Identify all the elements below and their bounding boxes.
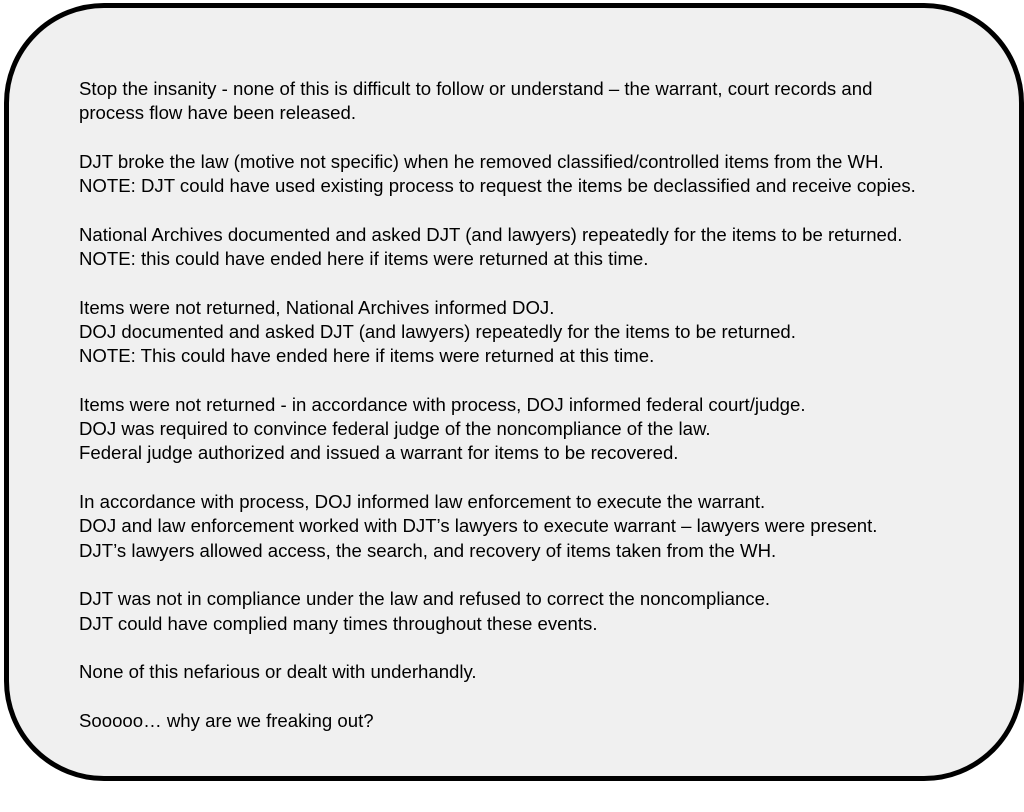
- text-line: DJT broke the law (motive not specific) when he removed classified/controlled items from the WH.: [79, 150, 884, 172]
- paragraph: [79, 587, 1009, 636]
- paragraph: [79, 709, 1009, 733]
- text-line: DJT’s lawyers allowed access, the search, and recovery of items taken from the WH.: [79, 539, 777, 561]
- paragraph: [79, 296, 1009, 369]
- text-line: DOJ was required to convince federal judge of the noncompliance of the law.: [79, 418, 711, 440]
- text-line: process flow have been released.: [79, 102, 357, 124]
- text-line: NOTE: DJT could have used existing process to request the items be declassified and receive copies.: [79, 175, 916, 197]
- text-line: DJT could have complied many times throughout these events.: [79, 612, 598, 634]
- paragraph: [79, 77, 1009, 126]
- text-line: Stop the insanity - none of this is difficult to follow or understand – the warrant, court records and: [79, 78, 873, 99]
- text-line: NOTE: This could have ended here if items were returned at this time.: [79, 345, 655, 367]
- paragraph: [79, 393, 1009, 466]
- paragraph: [79, 490, 1009, 563]
- paragraph: [79, 223, 1009, 272]
- paragraph: [79, 660, 1009, 684]
- text-line: Federal judge authorized and issued a warrant for items to be recovered.: [79, 442, 679, 464]
- text-card: [4, 3, 1024, 781]
- paragraph: [79, 150, 1009, 199]
- text-line: Items were not returned - in accordance with process, DOJ informed federal court/judge.: [79, 393, 806, 415]
- text-content: [79, 77, 1009, 757]
- text-line: NOTE: this could have ended here if items were returned at this time.: [79, 248, 649, 270]
- text-line: None of this nefarious or dealt with underhandly.: [79, 661, 477, 683]
- text-line: Sooooo… why are we freaking out?: [79, 709, 374, 731]
- text-line: DJT was not in compliance under the law and refused to correct the noncompliance.: [79, 588, 771, 610]
- text-line: National Archives documented and asked DJT (and lawyers) repeatedly for the items to be returned.: [79, 223, 903, 245]
- text-line: Items were not returned, National Archives informed DOJ.: [79, 296, 555, 318]
- text-line: In accordance with process, DOJ informed law enforcement to execute the warrant.: [79, 491, 766, 513]
- text-line: DOJ documented and asked DJT (and lawyers) repeatedly for the items to be returned.: [79, 320, 796, 342]
- text-line: DOJ and law enforcement worked with DJT’s lawyers to execute warrant – lawyers were present.: [79, 515, 878, 537]
